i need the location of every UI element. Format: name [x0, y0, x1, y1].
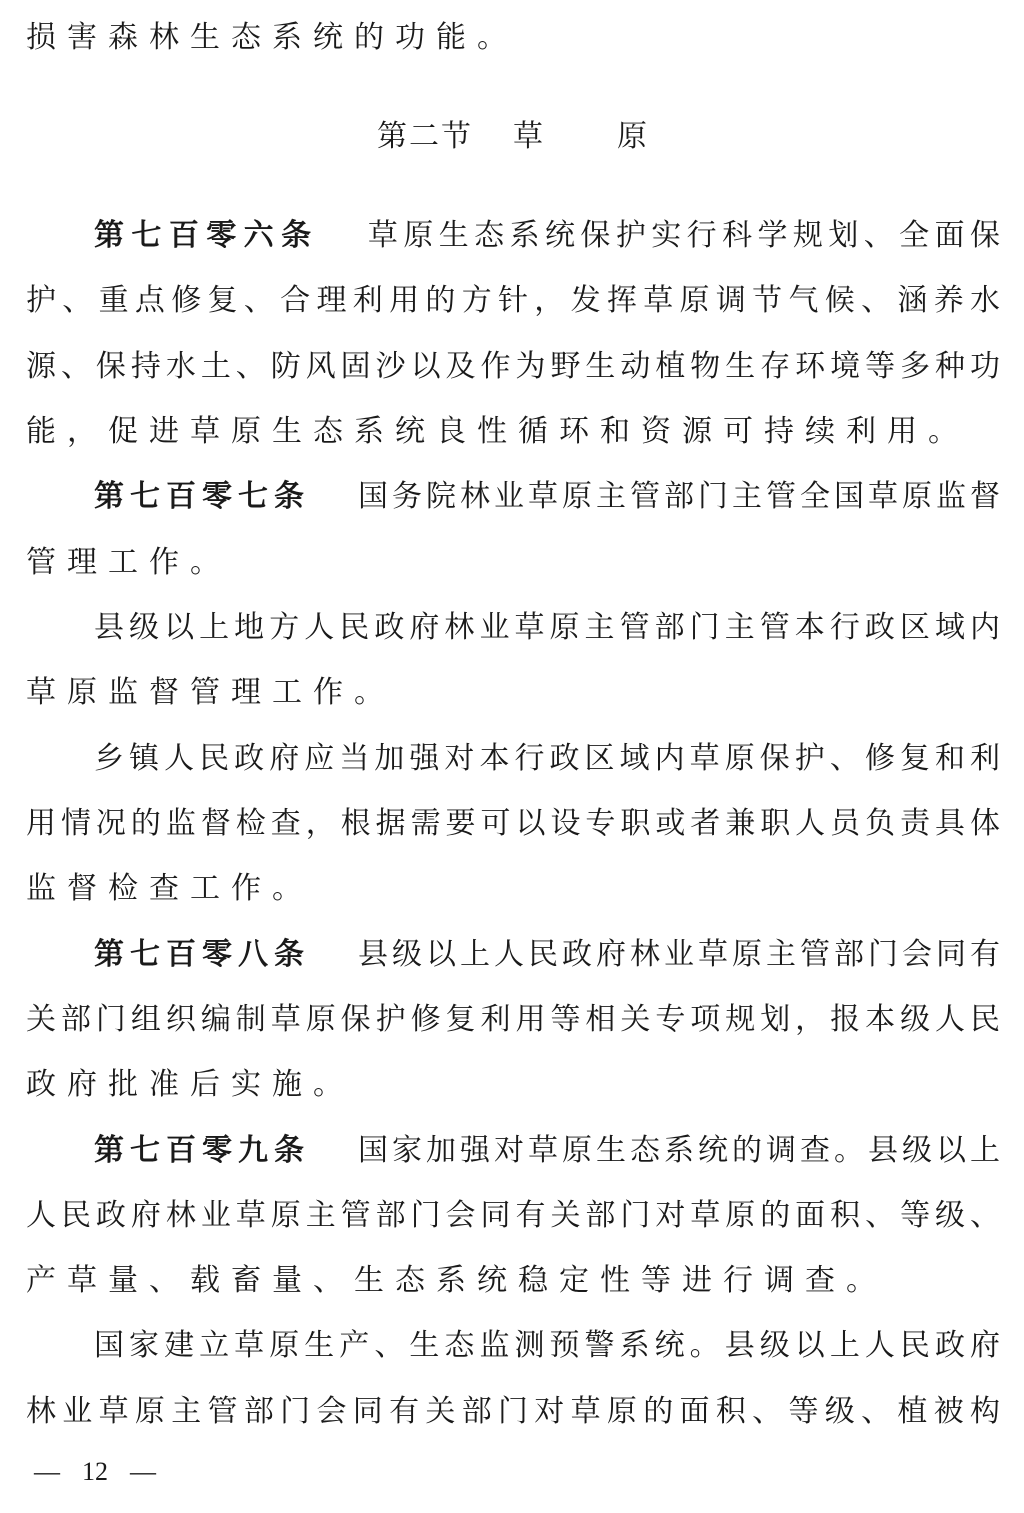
- paragraph-line: 人民政府林业草原主管部门会同有关部门对草原的面积、等级、: [26, 1198, 1000, 1233]
- section-title-word: 草: [513, 119, 543, 154]
- paragraph-line: 损害森林生态系统的功能。: [26, 20, 518, 55]
- section-title-word: 原: [617, 119, 647, 154]
- article-number: 第七百零六条: [94, 218, 319, 253]
- article-first-line: [94, 473, 1000, 521]
- footer-dash: —: [34, 1457, 60, 1486]
- article-text: 国务院林业草原主管部门主管全国草原监督: [354, 479, 1000, 514]
- paragraph-line: 关部门组织编制草原保护修复利用等相关专项规划，报本级人民: [26, 1002, 1000, 1037]
- paragraph-line: 能，促进草原生态系统良性循环和资源可持续利用。: [26, 414, 969, 449]
- paragraph-line: 政府批准后实施。: [26, 1067, 354, 1102]
- section-number: 第二节: [377, 119, 473, 154]
- page-number: 12: [82, 1457, 108, 1486]
- article-text: 县级以上人民政府林业草原主管部门会同有: [354, 937, 1000, 972]
- paragraph-line: 用情况的监督检查，根据需要可以设专职或者兼职人员负责具体: [26, 806, 1000, 841]
- article-first-line: [94, 1127, 1000, 1175]
- paragraph-line: 监督检查工作。: [26, 871, 313, 906]
- section-heading: [0, 113, 1024, 161]
- page-footer: [34, 1452, 156, 1492]
- paragraph-line: 草原监督管理工作。: [26, 675, 395, 710]
- paragraph-line: 管理工作。: [26, 545, 231, 580]
- footer-dash: —: [130, 1457, 156, 1486]
- paragraph-line: 国家建立草原生产、生态监测预警系统。县级以上人民政府: [94, 1328, 1000, 1363]
- article-number: 第七百零八条: [94, 937, 310, 972]
- paragraph-line: 产草量、载畜量、生态系统稳定性等进行调查。: [26, 1263, 887, 1298]
- article-first-line: [94, 212, 1000, 260]
- article-text: 草原生态系统保护实行科学规划、全面保: [362, 218, 1000, 253]
- article-number: 第七百零七条: [94, 479, 310, 514]
- article-text: 国家加强对草原生态系统的调查。县级以上: [354, 1133, 1000, 1168]
- paragraph-line: 源、保持水土、防风固沙以及作为野生动植物生存环境等多种功: [26, 349, 1000, 384]
- paragraph-line: 县级以上地方人民政府林业草原主管部门主管本行政区域内: [94, 610, 1000, 645]
- paragraph-line: 林业草原主管部门会同有关部门对草原的面积、等级、植被构: [26, 1394, 1000, 1429]
- article-number: 第七百零九条: [94, 1133, 310, 1168]
- paragraph-line: 护、重点修复、合理利用的方针，发挥草原调节气候、涵养水: [26, 283, 1000, 318]
- paragraph-line: 乡镇人民政府应当加强对本行政区域内草原保护、修复和利: [94, 741, 1000, 776]
- article-first-line: [94, 931, 1000, 979]
